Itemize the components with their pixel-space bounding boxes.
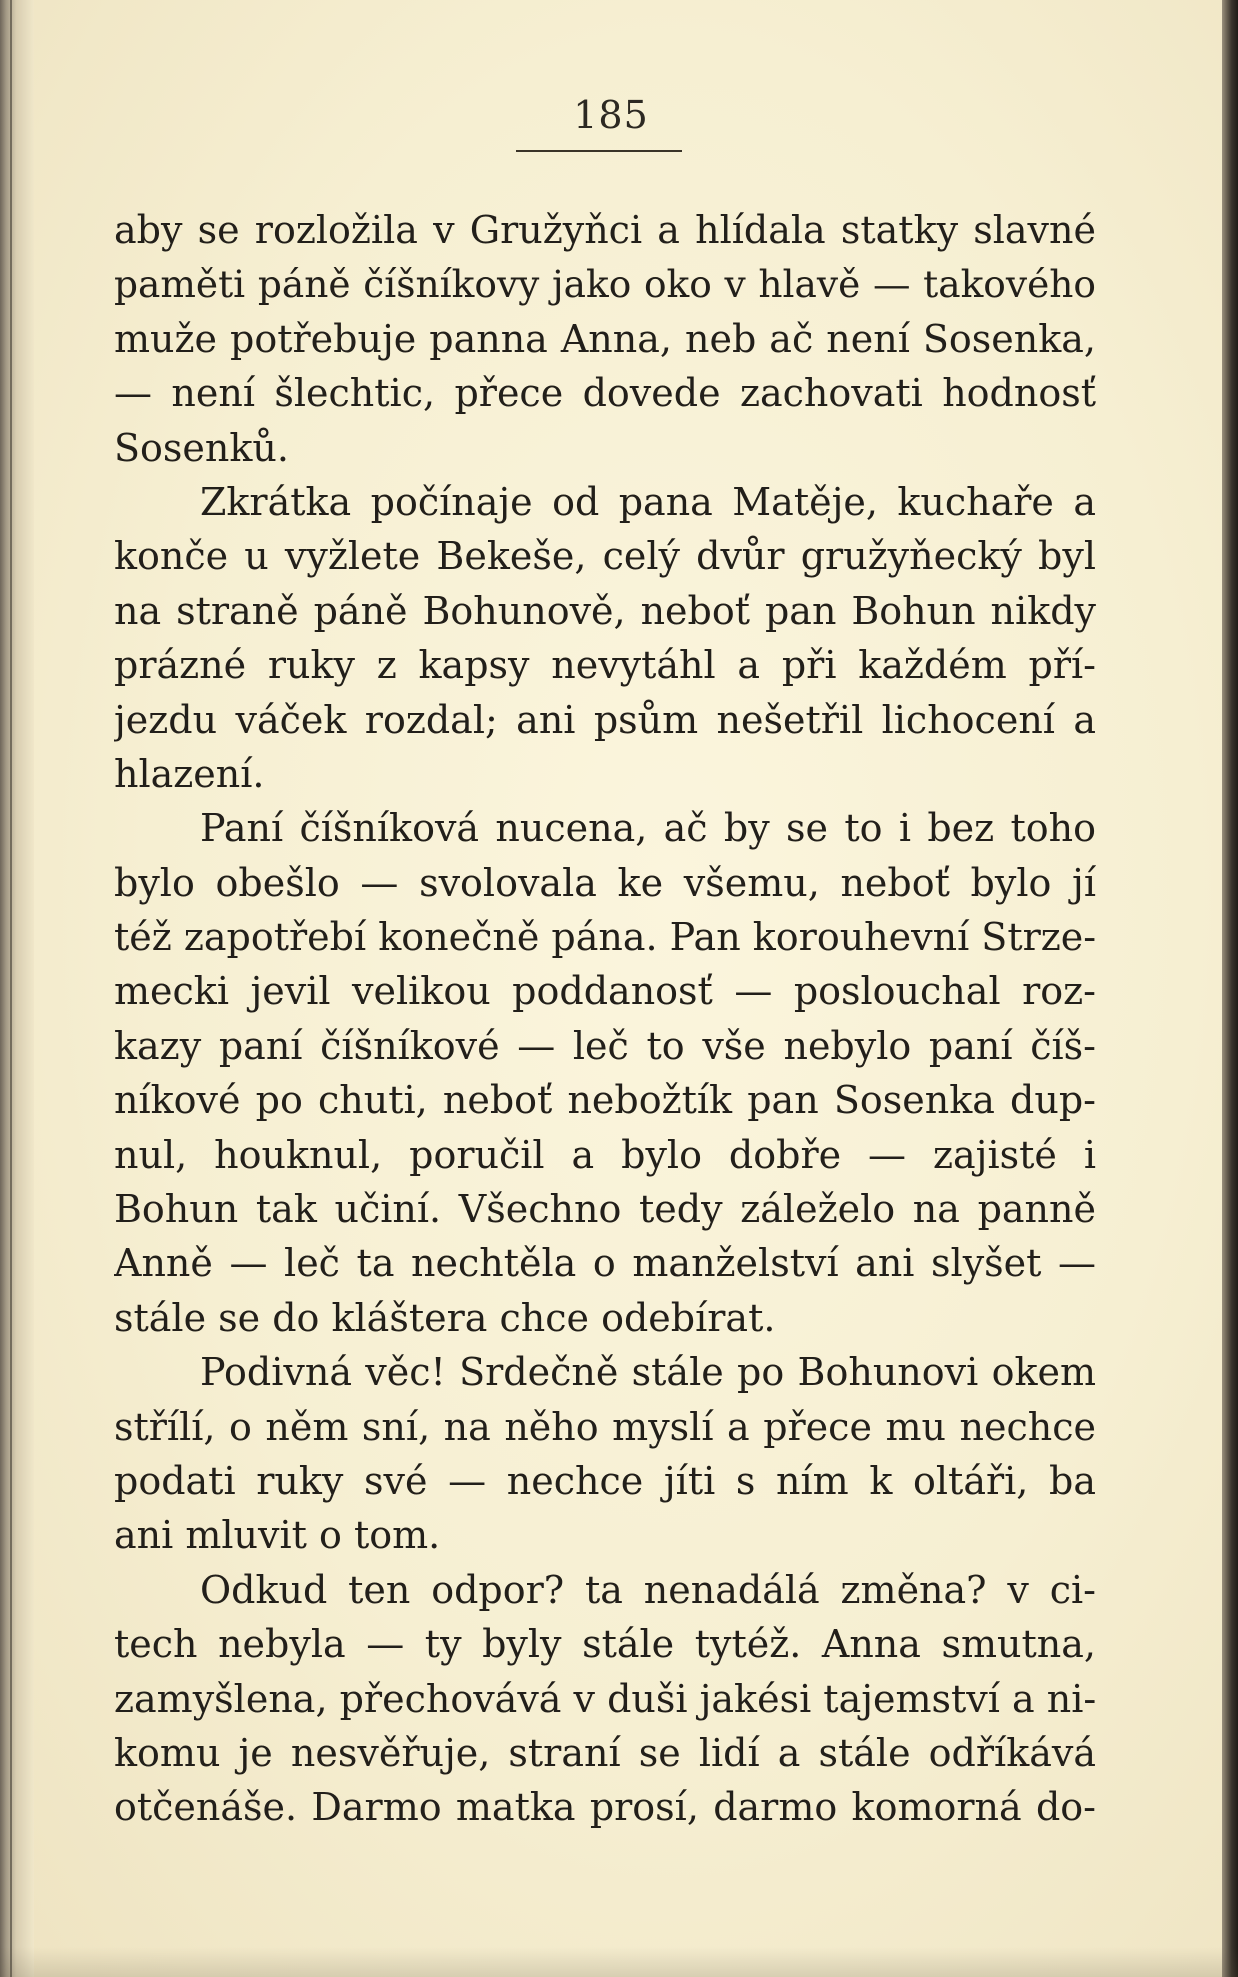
text-line: Sosenků. <box>114 425 289 470</box>
text-line: komu je nesvěřuje, straní se lidí a stále odříkává <box>114 1730 1096 1775</box>
text-line: zamyšlena, přechovává v duši jakési tajemství a ni- <box>114 1676 1096 1721</box>
text-line: otčenáše. Darmo matka prosí, darmo komorná do- <box>114 1785 1096 1830</box>
text-line: hlazení. <box>114 751 265 796</box>
paragraph-first-line: Paní číšníková nucena, ač by se to i bez toho <box>200 806 1096 851</box>
text-line: prázné ruky z kapsy nevytáhl a při každém pří- <box>114 643 1096 688</box>
text-line: na straně páně Bohunově, neboť pan Bohun nikdy <box>114 588 1096 633</box>
book-gutter <box>0 0 34 1977</box>
paragraph-first-line: Podivná věc! Srdečně stále po Bohunovi okem <box>200 1350 1096 1395</box>
text-line: stále se do kláštera chce odebírat. <box>114 1295 776 1340</box>
text-line: jezdu váček rozdal; ani psům nešetřil lichocení a <box>114 697 1096 742</box>
text-line: — není šlechtic, přece dovede zachovati hodnosť <box>114 371 1096 416</box>
text-line: konče u vyžlete Bekeše, celý dvůr gružyňecký byl <box>114 534 1096 579</box>
text-line: střílí, o něm sní, na něho myslí a přece mu nechce <box>114 1404 1096 1449</box>
binding-edge <box>10 0 12 1977</box>
body-text <box>114 203 1096 1835</box>
text-line: níkové po chuti, neboť nebožtík pan Sosenka dup- <box>114 1078 1096 1123</box>
text-line: Bohun tak učiní. Všechno tedy záleželo na panně <box>114 1187 1096 1232</box>
text-line: podati ruky své — nechce jíti s ním k oltáři, ba <box>114 1458 1096 1503</box>
text-line: nul, houknul, poručil a bylo dobře — zajisté i <box>114 1132 1096 1177</box>
page-edge-shadow <box>1222 0 1238 1977</box>
header-rule <box>516 150 682 152</box>
text-line: kazy paní číšníkové — leč to vše nebylo paní číš- <box>114 1023 1096 1068</box>
text-line: též zapotřebí konečně pána. Pan korouhevní Strze- <box>114 915 1096 960</box>
text-line: tech nebyla — ty byly stále tytéž. Anna smutna, <box>114 1622 1096 1667</box>
text-line: paměti páně číšníkovy jako oko v hlavě — takového <box>114 262 1096 307</box>
text-line: aby se rozložila v Gružyňci a hlídala statky slavné <box>114 208 1096 252</box>
text-line: Anně — leč ta nechtěla o manželství ani slyšet — <box>114 1241 1096 1286</box>
text-line: bylo obešlo — svolovala ke všemu, neboť bylo jí <box>114 860 1096 905</box>
page-number: 185 <box>573 93 649 137</box>
bottom-shadow <box>0 1947 1238 1977</box>
text-line: mecki jevil velikou poddanosť — poslouchal roz- <box>114 969 1096 1014</box>
paragraph-first-line: Odkud ten odpor? ta nenadálá změna? v ci- <box>200 1567 1096 1612</box>
text-line: muže potřebuje panna Anna, neb ač není Sosenka, <box>114 316 1096 361</box>
text-line: ani mluvit o tom. <box>114 1513 441 1558</box>
paragraph-first-line: Zkrátka počínaje od pana Matěje, kuchaře a <box>200 479 1096 524</box>
